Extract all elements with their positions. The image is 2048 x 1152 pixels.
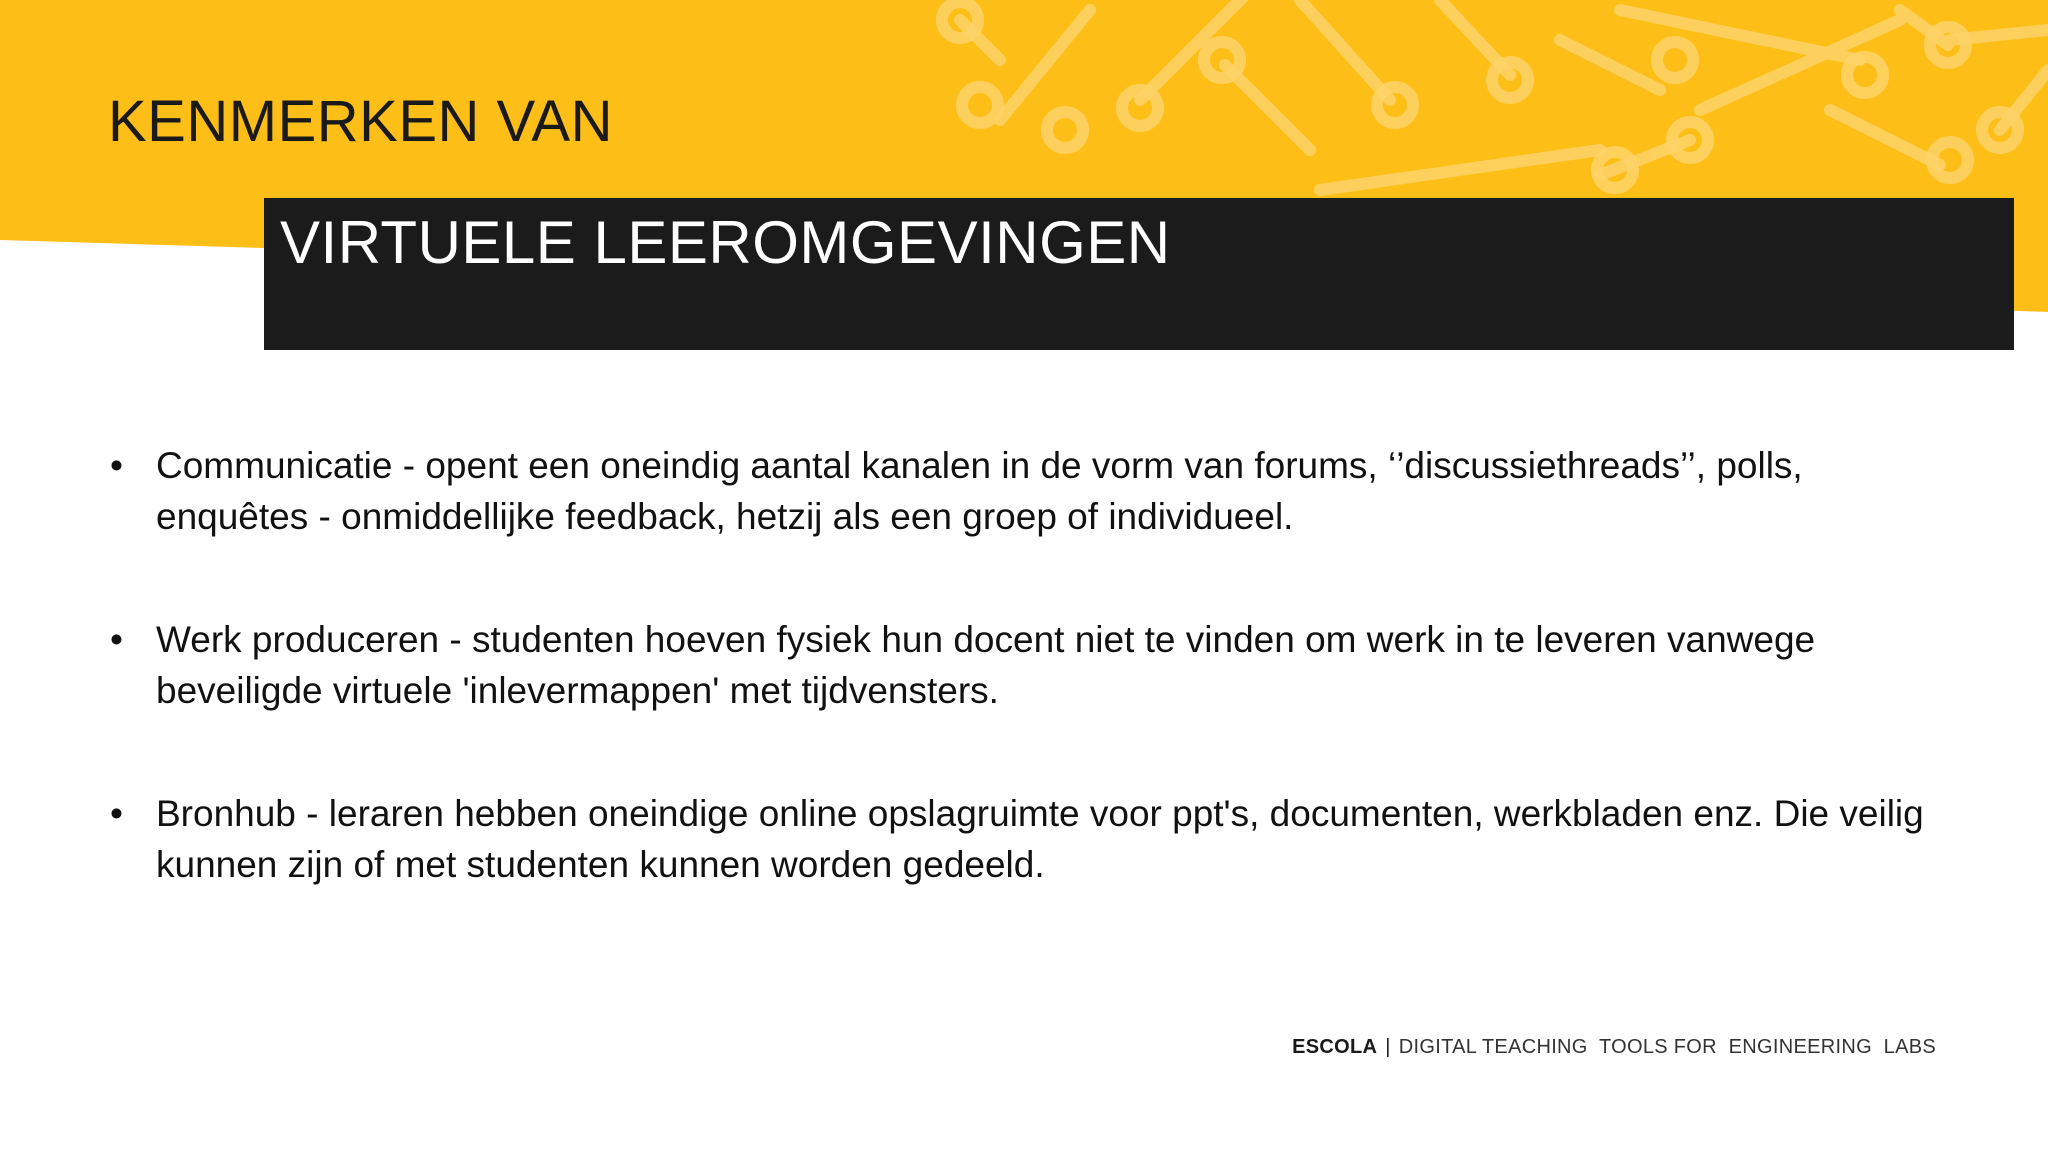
- slide-title-line-1: KENMERKEN VAN: [108, 89, 613, 154]
- slide-footer: [1292, 1036, 1936, 1059]
- footer-separator: |: [1385, 1036, 1391, 1058]
- bullet-item-communicatie: [110, 440, 1950, 542]
- bullet-dot-icon: •: [110, 445, 123, 486]
- footer-tagline: DIGITAL TEACHING TOOLS FOR ENGINEERING LABS: [1398, 1036, 1936, 1058]
- bullet-item-werk-produceren: [110, 614, 1950, 716]
- bullet-text: Werk produceren - studenten hoeven fysiek hun docent niet te vinden om werk in te leveren vanwege beveiligde virtuele 'inlevermappen' met tijdvensters.: [156, 619, 1816, 711]
- bullet-dot-icon: •: [110, 619, 123, 660]
- slide-title-line-2: VIRTUELE LEEROMGEVINGEN: [280, 209, 1171, 276]
- bullet-list: [110, 440, 1950, 962]
- bullet-item-bronhub: [110, 788, 1950, 890]
- bullet-text: Bronhub - leraren hebben oneindige online opslagruimte voor ppt's, documenten, werkbladen enz. Die veilig kunnen zijn of met studenten kunnen worden gedeeld.: [156, 793, 1924, 885]
- bullet-dot-icon: •: [110, 793, 123, 834]
- bullet-text: Communicatie - opent een oneindig aantal kanalen in de vorm van forums, ‘’discussiethreads’’, polls, enquêtes - onmiddellijke feedback, hetzij als een groep of individueel.: [156, 445, 1803, 537]
- slide-title-box: [264, 198, 2014, 350]
- footer-brand: ESCOLA: [1292, 1036, 1378, 1058]
